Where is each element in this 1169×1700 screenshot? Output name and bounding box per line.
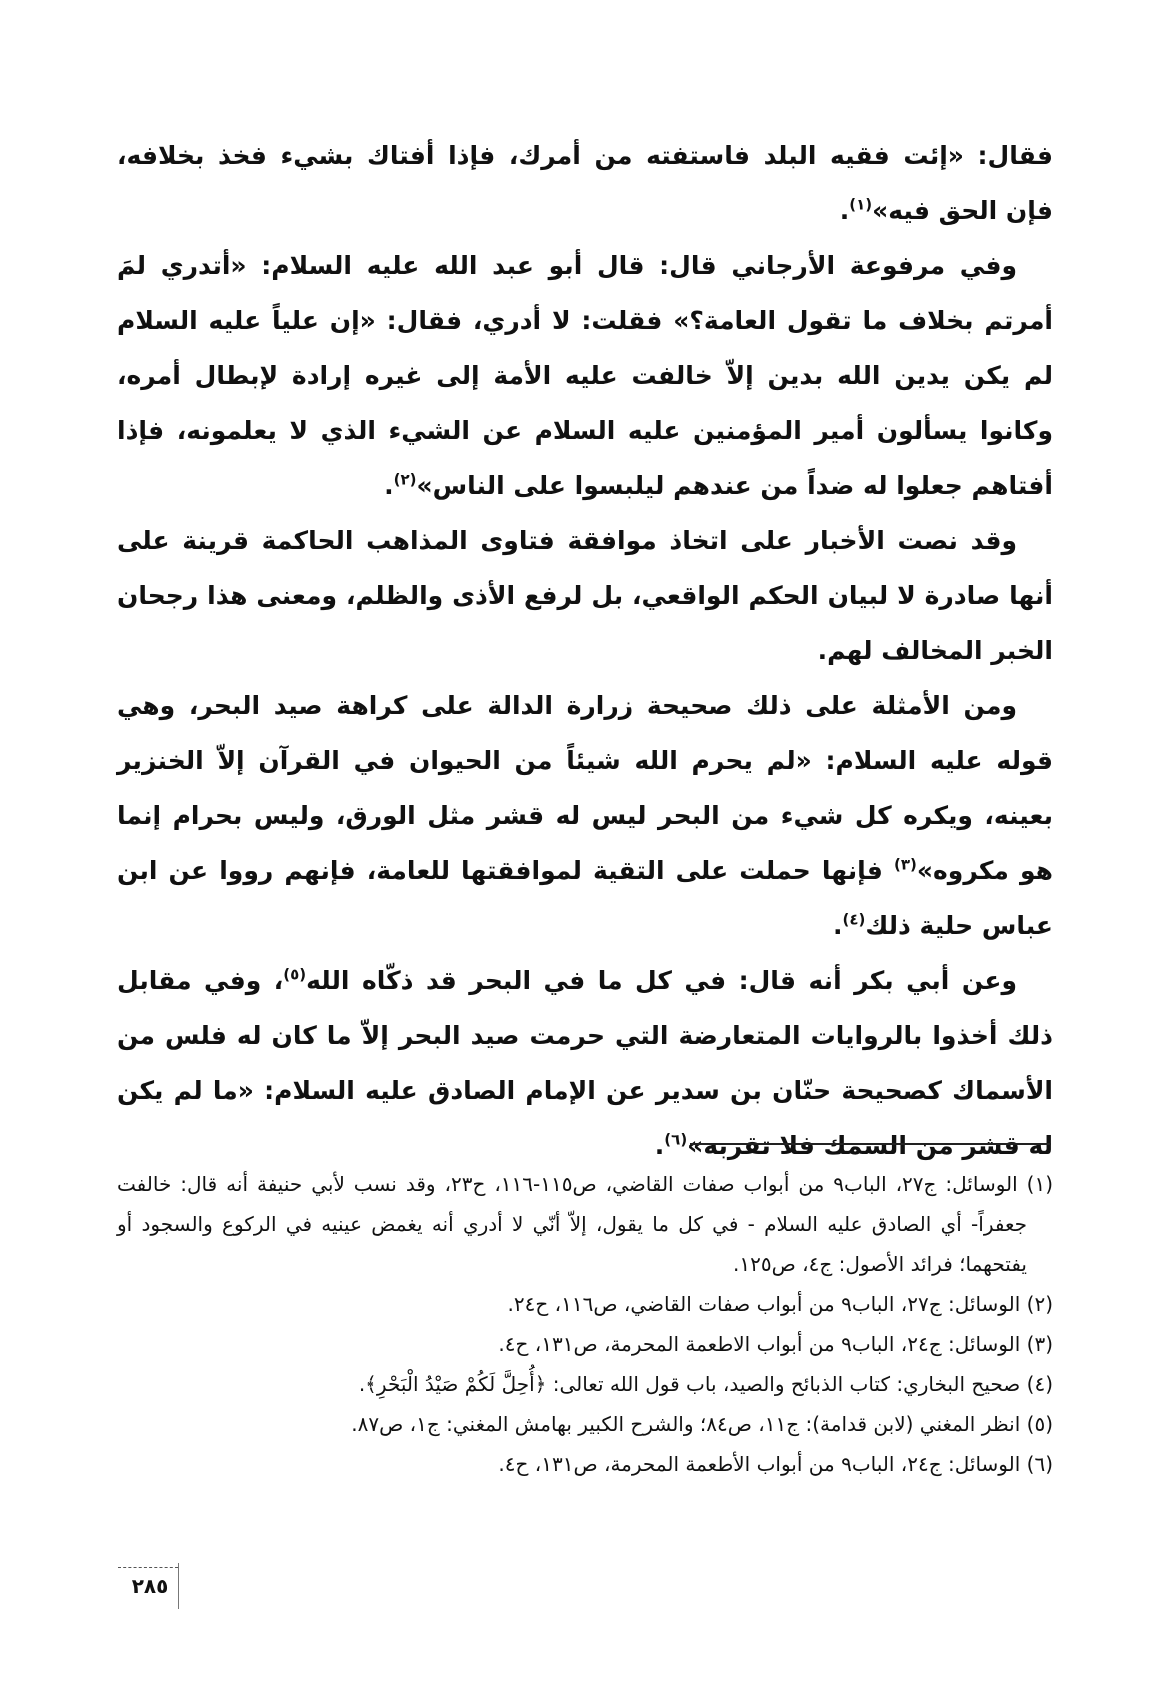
footnote-2: (٢) الوسائل: ج٢٧، الباب٩ من أبواب صفات القاضي، ص١١٦، ح٢٤. xyxy=(507,1292,1053,1316)
paragraph-4 xyxy=(117,678,1053,953)
paragraph-2 xyxy=(117,238,1053,513)
footnote-ref: (٦) xyxy=(664,1130,688,1149)
paragraph-end: . xyxy=(839,196,850,225)
paragraph-5 xyxy=(117,953,1053,1173)
footnotes xyxy=(117,1164,1053,1484)
paragraph-end: . xyxy=(654,1131,665,1160)
footnote-4: (٤) صحيح البخاري: كتاب الذبائح والصيد، باب قول الله تعالى: ﴿أُحِلَّ لَكُمْ صَيْدُ الْبَحْرِ﴾. xyxy=(358,1372,1053,1396)
paragraph-text: وفي مرفوعة الأرجاني قال: قال أبو عبد الله عليه السلام: «أتدري لمَ أمرتم بخلاف ما تقول العامة؟» فقلت: لا أدري، فقال: «إن علياً عليه السلام لم يكن يدين الله بدين إلاّ خالفت عليه الأمة إلى غيره إرادة لإبطال أمره، وكانوا يسألون أمير المؤمنين عليه السلام عن الشيء الذي لا يعلمونه، فإذا أفتاهم جعلوا له ضداً من عندهم ليلبسوا على الناس» xyxy=(117,251,1053,500)
page-number: ٢٨٥ xyxy=(131,1574,169,1598)
footnote-ref: (٤) xyxy=(842,910,866,929)
footnote-ref: (١) xyxy=(849,195,873,214)
paragraph-text: وعن أبي بكر أنه قال: في كل ما في البحر قد ذكّاه الله xyxy=(306,966,1017,995)
page-number-tick xyxy=(178,1563,179,1609)
footnote-6: (٦) الوسائل: ج٢٤، الباب٩ من أبواب الأطعمة المحرمة، ص١٣١، ح٤. xyxy=(498,1452,1053,1476)
footnote-5: (٥) انظر المغني (لابن قدامة): ج١١، ص٨٤؛ والشرح الكبير بهامش المغني: ج١، ص٨٧. xyxy=(351,1412,1053,1436)
paragraph-text: ، وفي مقابل ذلك أخذوا بالروايات المتعارضة التي حرمت صيد البحر إلاّ ما كان له فلس من الأسماك كصحيحة حنّان بن سدير عن الإمام الصادق عليه السلام: «ما لم يكن له قشر من السمك فلا تقربه» xyxy=(117,966,1053,1160)
paragraph-end: . xyxy=(832,911,843,940)
paragraph-end: . xyxy=(384,471,394,500)
paragraph-3 xyxy=(117,513,1053,678)
footnote-separator xyxy=(690,1143,1051,1145)
footnote-3: (٣) الوسائل: ج٢٤، الباب٩ من أبواب الاطعمة المحرمة، ص١٣١، ح٤. xyxy=(498,1332,1053,1356)
footnote-1: (١) الوسائل: ج٢٧، الباب٩ من أبواب صفات القاضي، ص١١٥-١١٦، ح٢٣، وقد نسب لأبي حنيفة أنه قال: خالفت جعفراً- أي الصادق عليه السلام - في كل ما يقول، إلاّ أنّي لا أدري أنه يغمض عينيه في الركوع والسجود أو يفتحهما؛ فرائد الأصول: ج٤، ص١٢٥. xyxy=(117,1172,1054,1276)
page-number-rule xyxy=(118,1567,178,1568)
paragraph-text: فقال: «إئت فقيه البلد فاستفته من أمرك، فإذا أفتاك بشيء فخذ بخلافه، فإن الحق فيه» xyxy=(117,141,1053,225)
paragraph-1 xyxy=(117,128,1053,238)
paragraph-text: وقد نصت الأخبار على اتخاذ موافقة فتاوى المذاهب الحاكمة قرينة على أنها صادرة لا لبيان الحكم الواقعي، بل لرفع الأذى والظلم، ومعنى هذا رجحان الخبر المخالف لهم. xyxy=(117,526,1053,665)
paragraph-text: فإنها حملت على التقية لموافقتها للعامة، فإنهم رووا عن ابن عباس حلية ذلك xyxy=(117,856,1053,940)
footnote-ref: (٥) xyxy=(283,965,307,984)
paragraph-text: ومن الأمثلة على ذلك صحيحة زرارة الدالة على كراهة صيد البحر، وهي قوله عليه السلام: «لم يحرم الله شيئاً من الحيوان في القرآن إلاّ الخنزير بعينه، ويكره كل شيء من البحر ليس له قشر مثل الورق، وليس بحرام إنما هو مكروه» xyxy=(117,691,1054,885)
main-text xyxy=(117,128,1053,1173)
footnote-ref: (٢) xyxy=(393,470,417,489)
footnote-ref: (٣) xyxy=(894,855,917,874)
